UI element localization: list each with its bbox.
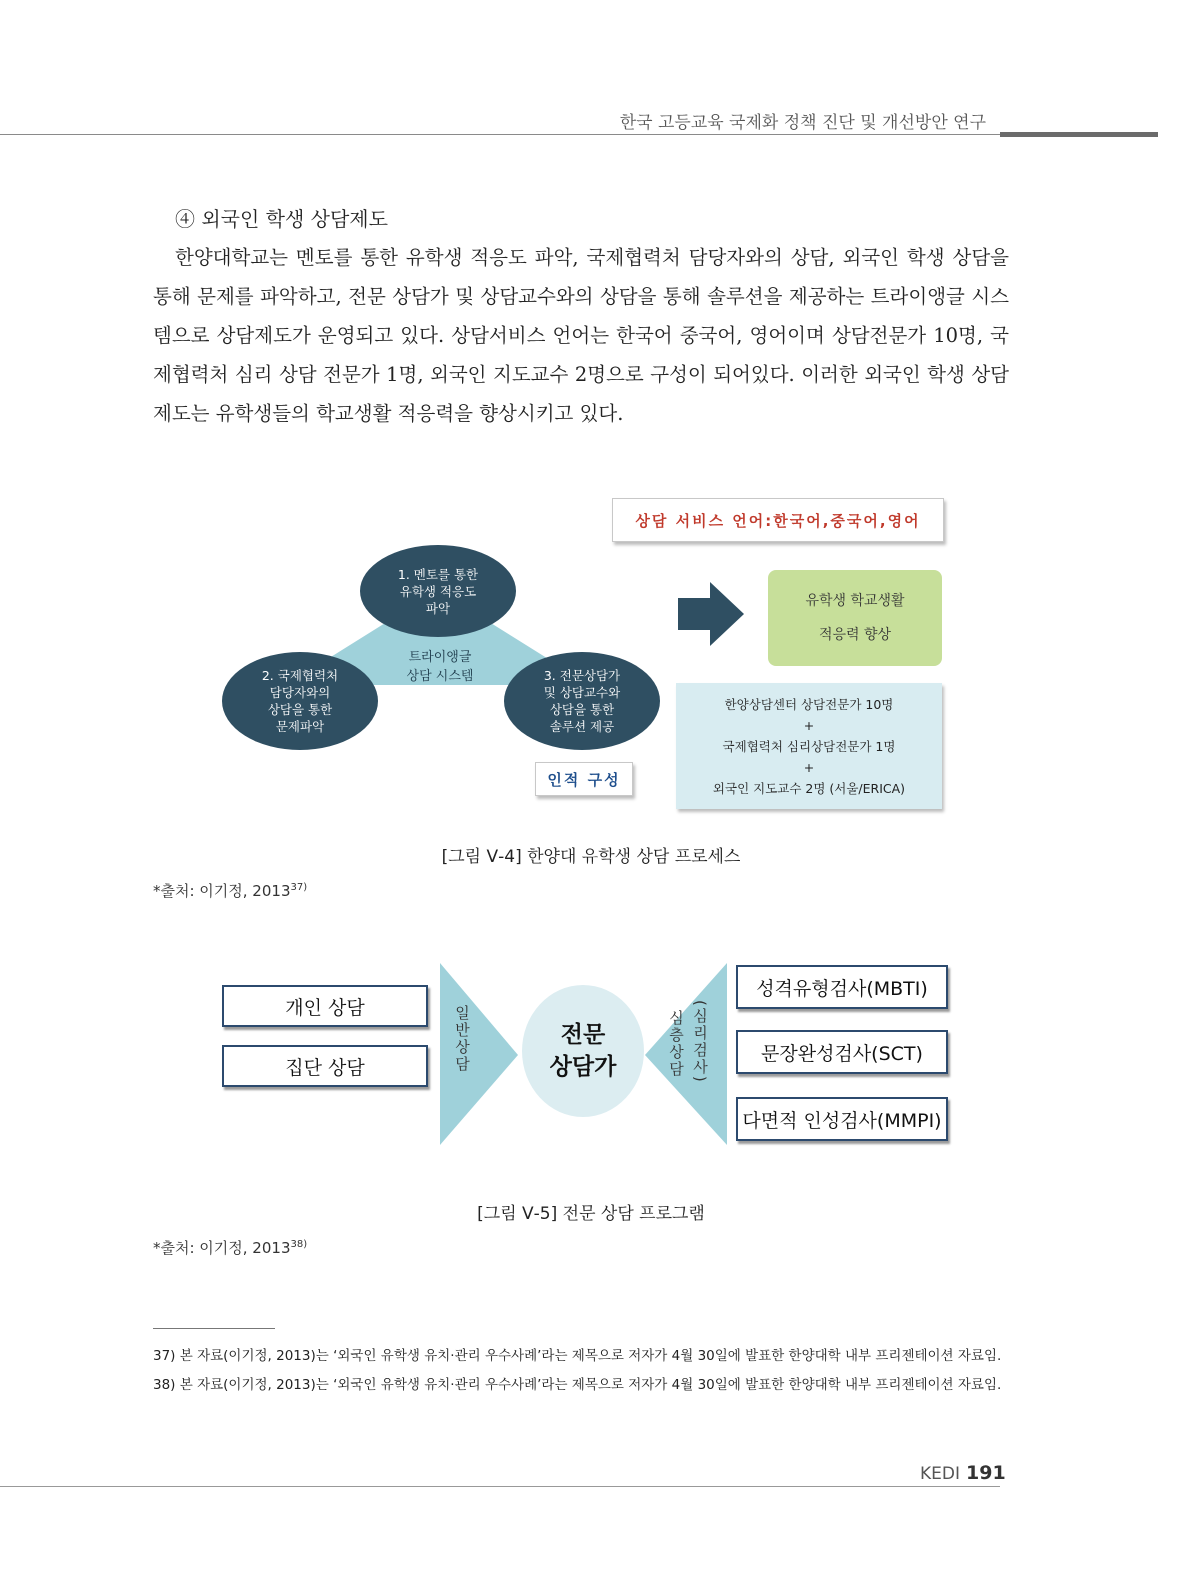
source-text: *출처: 이기정, 2013 xyxy=(153,882,291,900)
individual-counseling-box: 개인 상담 xyxy=(222,985,428,1027)
source-text: *출처: 이기정, 2013 xyxy=(153,1239,291,1257)
paragraph-text: 한양대학교는 멘토를 통한 유학생 적응도 파악, 국제협력처 담당자와의 상담, 외국인 학생 상담을 통해 문제를 파악하고, 전문 상담가 및 상담교수와의 상담을 통해 솔루션을 제공하는 트라이앵글 시스템으로 상담제도가 운영되고 있다. 상담서비스 언어는 한국어 중국어, 영어이며 상담전문가 10명, 국제협력처 심리 상담 전문가 1명, 외국인 지도교수 2명으로 구성이 되어있다. 이러한 외국인 학생 상담 제도는 유학생들의 학교생활 적응력을 향상시키고 있다. xyxy=(153,246,1009,425)
header-rule-accent xyxy=(1000,132,1158,137)
body-paragraph xyxy=(153,238,1009,433)
staff-plus: + xyxy=(803,717,815,733)
arrow-right-icon xyxy=(678,580,748,650)
service-language-box: 상담 서비스 언어:한국어,중국어,영어 xyxy=(612,498,944,542)
figure1-source xyxy=(153,880,307,901)
figure2-source xyxy=(153,1237,307,1258)
footnote-rule xyxy=(153,1328,275,1329)
mmpi-test-box: 다면적 인성검사(MMPI) xyxy=(736,1097,948,1141)
footnote-ref: 38) xyxy=(290,1239,308,1250)
staff-line: 외국인 지도교수 2명 (서울/ERICA) xyxy=(712,780,906,796)
staff-line: 국제협력처 심리상담전문가 1명 xyxy=(722,738,896,754)
sct-test-box: 문장완성검사(SCT) xyxy=(736,1030,948,1074)
psych-test-label: (심리검사) xyxy=(691,1000,709,1084)
group-counseling-box: 집단 상담 xyxy=(222,1045,428,1087)
footnote-38: 38) 본 자료(이기정, 2013)는 ‘외국인 유학생 유치·관리 우수사례’라는 제목으로 저자가 4월 30일에 발표한 한양대학 내부 프리젠테이션 자료임. xyxy=(153,1377,1002,1393)
staff-line: 한양상담센터 상담전문가 10명 xyxy=(724,696,894,712)
page-footer xyxy=(920,1462,1006,1484)
expert-counselor-center: 전문 상담가 xyxy=(522,985,644,1117)
figure1-caption: [그림 Ⅴ-4] 한양대 유학생 상담 프로세스 xyxy=(441,847,741,867)
general-counseling-label: 일반상담 xyxy=(453,1005,471,1073)
deep-counseling-label: 심층상담 xyxy=(667,1010,685,1078)
node-international-office: 2. 국제협력처 담당자와의 상담을 통한 문제파악 xyxy=(222,652,378,750)
publisher-label: KEDI xyxy=(920,1464,960,1484)
result-box: 유학생 학교생활 적응력 향상 xyxy=(768,570,942,666)
footnote-37: 37) 본 자료(이기정, 2013)는 ‘외국인 유학생 유치·관리 우수사례’라는 제목으로 저자가 4월 30일에 발표한 한양대학 내부 프리젠테이션 자료임. xyxy=(153,1348,1002,1364)
staff-composition-box xyxy=(676,683,942,809)
node-mentor: 1. 멘토를 통한 유학생 적응도 파악 xyxy=(360,545,516,637)
footnote-ref: 37) xyxy=(290,882,308,893)
triangle-system-label: 트라이앵글 상담 시스템 xyxy=(406,650,474,684)
page-number: 191 xyxy=(966,1462,1006,1484)
mbti-test-box: 성격유형검사(MBTI) xyxy=(736,965,948,1009)
staff-plus: + xyxy=(803,759,815,775)
node-expert-counselor: 3. 전문상담가 및 상담교수와 상담을 통한 솔루션 제공 xyxy=(504,652,660,750)
header-rule xyxy=(0,134,1000,135)
footer-rule xyxy=(0,1486,1000,1487)
staff-composition-label: 인적 구성 xyxy=(535,762,633,796)
figure2-caption: [그림 Ⅴ-5] 전문 상담 프로그램 xyxy=(477,1204,705,1224)
section-title: ④ 외국인 학생 상담제도 xyxy=(175,207,388,231)
running-header: 한국 고등교육 국제화 정책 진단 및 개선방안 연구 xyxy=(619,113,986,133)
